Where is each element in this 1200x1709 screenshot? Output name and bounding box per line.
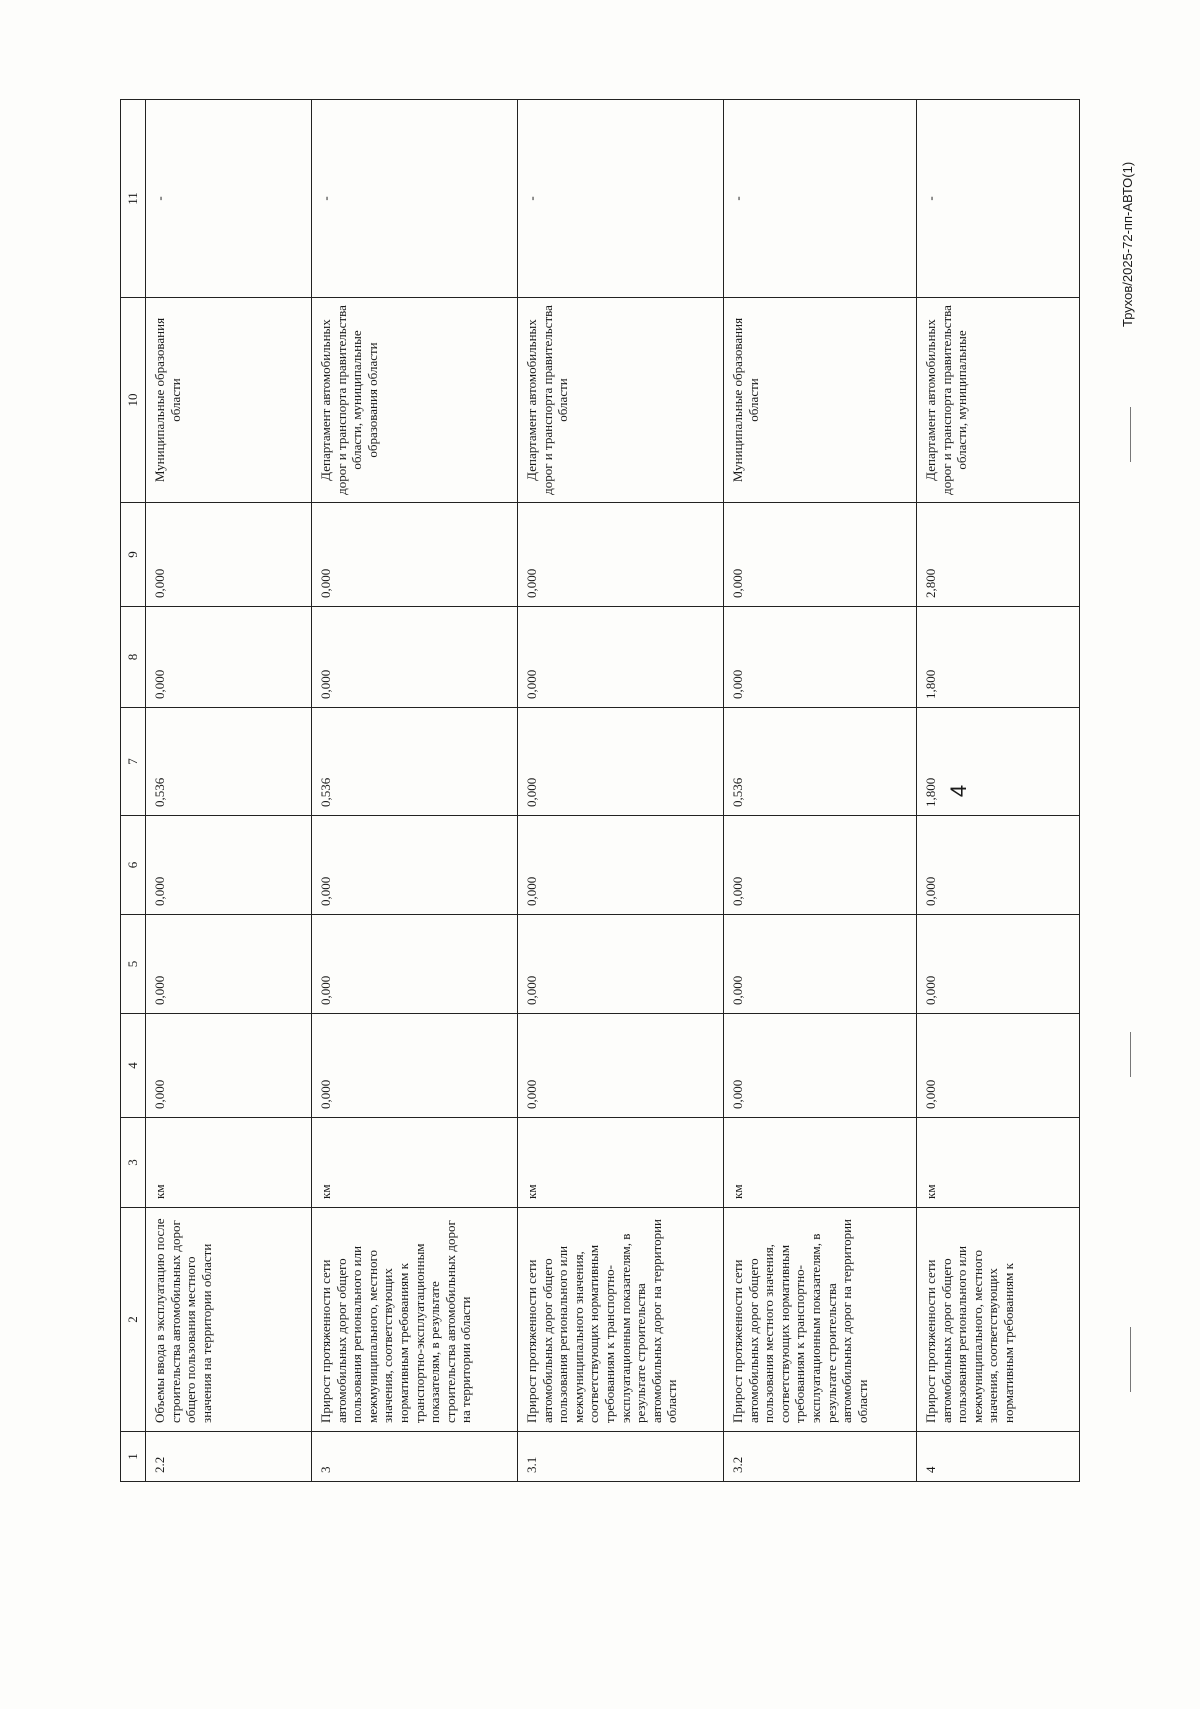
col-header: 11 xyxy=(121,100,146,298)
unit-cell: км xyxy=(518,1118,724,1208)
responsible-cell: Муниципальные образования области xyxy=(724,298,917,503)
value-cell: 0,000 xyxy=(518,708,724,816)
responsible-cell: Департамент автомобильных дорог и транспорта правительства области xyxy=(518,298,724,503)
indicator-name: Прирост протяженности сети автомобильных дорог общего пользования регионального или межмуниципального значения, соответствующих нормативным требованиям к транспортно-эксплуатационным показателям, в результате строительства автомобильных дорог на территории области xyxy=(518,1208,724,1432)
document-code: Трухов/2025-72-пп-АВТО(1) xyxy=(1120,161,1135,327)
value-cell: 1,800 xyxy=(917,708,1080,816)
value-cell: 0,536 xyxy=(312,708,518,816)
col-header: 4 xyxy=(121,1014,146,1118)
value-cell: 0,000 xyxy=(724,1014,917,1118)
rotated-page xyxy=(120,100,1135,1482)
indicators-table xyxy=(120,99,1080,1482)
indicator-name: Прирост протяженности сети автомобильных дорог общего пользования регионального или межмуниципального, местного значения, соответствующих нормативным требованиям к xyxy=(917,1208,1080,1432)
value-cell: 0,000 xyxy=(312,1014,518,1118)
value-cell: 0,000 xyxy=(518,503,724,607)
scan-line xyxy=(1130,407,1131,462)
value-cell: 0,000 xyxy=(724,816,917,915)
row-number: 3 xyxy=(312,1432,518,1482)
value-cell: 0,000 xyxy=(146,503,312,607)
scan-line xyxy=(1130,1327,1131,1392)
value-cell: 0,000 xyxy=(146,607,312,708)
value-cell: 0,000 xyxy=(312,816,518,915)
table-row xyxy=(724,100,917,1482)
value-cell: 0,000 xyxy=(917,816,1080,915)
col-header: 3 xyxy=(121,1118,146,1208)
dash-cell: - xyxy=(146,100,312,298)
value-cell: 0,000 xyxy=(518,915,724,1014)
value-cell: 0,000 xyxy=(917,915,1080,1014)
responsible-cell: Департамент автомобильных дорог и транспорта правительства области, муниципальные образования области xyxy=(312,298,518,503)
row-number: 3.2 xyxy=(724,1432,917,1482)
value-cell: 0,000 xyxy=(146,816,312,915)
dash-cell: - xyxy=(518,100,724,298)
value-cell: 0,000 xyxy=(146,915,312,1014)
indicator-name: Прирост протяженности сети автомобильных дорог общего пользования регионального или межмуниципального, местного значения, соответствующих нормативным требованиям к транспортно-эксплуатационным показателям, в результате строительства автомобильных дорог на территории области xyxy=(312,1208,518,1432)
unit-cell: км xyxy=(312,1118,518,1208)
value-cell: 0,000 xyxy=(917,1014,1080,1118)
dash-cell: - xyxy=(312,100,518,298)
table-row xyxy=(518,100,724,1482)
value-cell: 0,000 xyxy=(724,503,917,607)
responsible-cell: Департамент автомобильных дорог и транспорта правительства области, муниципальные xyxy=(917,298,1080,503)
col-header: 1 xyxy=(121,1432,146,1482)
col-header: 7 xyxy=(121,708,146,816)
row-number: 2.2 xyxy=(146,1432,312,1482)
value-cell: 0,000 xyxy=(518,607,724,708)
indicator-name: Объемы ввода в эксплуатацию после строительства автомобильных дорог общего пользования местного значения на территории области xyxy=(146,1208,312,1432)
page-number: 4 xyxy=(946,784,971,798)
value-cell: 0,000 xyxy=(146,1014,312,1118)
header-row xyxy=(121,100,146,1482)
unit-cell: км xyxy=(724,1118,917,1208)
col-header: 8 xyxy=(121,607,146,708)
table-row xyxy=(312,100,518,1482)
col-header: 10 xyxy=(121,298,146,503)
col-header: 5 xyxy=(121,915,146,1014)
value-cell: 0,000 xyxy=(518,816,724,915)
col-header: 9 xyxy=(121,503,146,607)
unit-cell: км xyxy=(146,1118,312,1208)
dash-cell: - xyxy=(724,100,917,298)
table-row xyxy=(917,100,1080,1482)
value-cell: 0,536 xyxy=(724,708,917,816)
indicator-name: Прирост протяженности сети автомобильных дорог общего пользования местного значения, соответствующих нормативным требованиям к транспортно-эксплуатационным показателям, в результате строительства автомобильных дорог на территории области xyxy=(724,1208,917,1432)
value-cell: 0,000 xyxy=(724,915,917,1014)
value-cell: 0,000 xyxy=(312,607,518,708)
row-number: 3.1 xyxy=(518,1432,724,1482)
value-cell: 2,800 xyxy=(917,503,1080,607)
unit-cell: км xyxy=(917,1118,1080,1208)
table-row xyxy=(146,100,312,1482)
dash-cell: - xyxy=(917,100,1080,298)
scan-line xyxy=(1130,1032,1131,1077)
value-cell: 1,800 xyxy=(917,607,1080,708)
row-number: 4 xyxy=(917,1432,1080,1482)
col-header: 6 xyxy=(121,816,146,915)
value-cell: 0,000 xyxy=(312,915,518,1014)
value-cell: 0,000 xyxy=(724,607,917,708)
value-cell: 0,536 xyxy=(146,708,312,816)
value-cell: 0,000 xyxy=(518,1014,724,1118)
value-cell: 0,000 xyxy=(312,503,518,607)
col-header: 2 xyxy=(121,1208,146,1432)
responsible-cell: Муниципальные образования области xyxy=(146,298,312,503)
